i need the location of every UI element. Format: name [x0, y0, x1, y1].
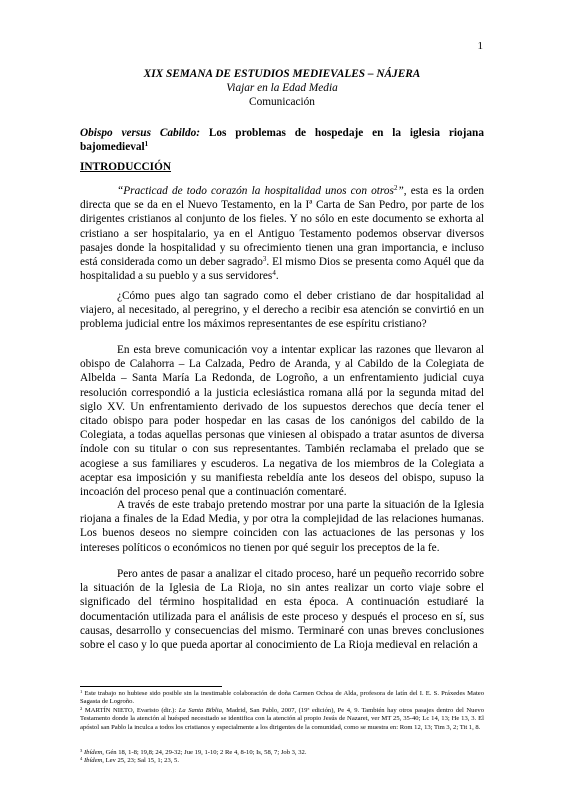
footnote-4-text: , Lev 25, 23; Sal 15, 1; 23, 5. — [102, 757, 180, 764]
footnote-1 — [80, 690, 484, 707]
paragraph-2-text: ¿Cómo pues algo tan sagrado como el deber cristiano de dar hospitalidad al viajero, al necesitado, al peregrino, y el derecho a recibir esa atención se convirtió en un problema judicial entre los máximos representantes de ese espíritu cristiano? — [80, 290, 484, 331]
footnote-1-text: Este trabajo no hubiese sido posible sin la inestimable colaboración de doña Carmen Ochoa de Alda, profesora de latín del I. E. S. Práxedes Mateo Sagasta de Logroño. — [80, 690, 484, 706]
paragraph-1-text-b: . El mismo Dios se presenta como Aquél que da hospitalidad a su pueblo y a sus servidores — [80, 256, 485, 283]
footnote-3-text: , Gén 18, 1-8; 19,8; 24, 29-32; Jue 19, 1-10; 2 Re 4, 8-10; Is, 58, 7; Job 3, 32. — [102, 749, 307, 756]
title-rest: Los problemas de hospedaje en la iglesia riojana bajomedieval — [80, 127, 484, 153]
footnote-2-mark: 2 — [80, 706, 83, 711]
paragraph-5-text: Pero antes de pasar a analizar el citado proceso, haré un pequeño recorrido sobre la situación de la Iglesia de La Rioja, no sin antes realizar un corto viaje sobre el significado del término hospitalidad en esta época. A continuación estudiaré la documentación utilizada para el análisis de este proceso y después el proceso en sí, sus causas, desarrollo y consecuencias del mismo. Terminaré con unas breves conclusiones sobre el caso y lo que pueda aportar al conocimiento de La Rioja medieval en relación a — [80, 568, 484, 652]
title-italic-part: Obispo versus Cabildo: — [80, 127, 201, 139]
footnote-3-mark: 3 — [80, 748, 83, 753]
footnote-1-mark: 1 — [80, 689, 83, 694]
paragraph-1-text-a: , esta es la orden directa que se da en el Nuevo Testamento, en la Iª Carta de San Pedro, por parte de los dirigentes cristianos al conjunto de los fieles. Y no sólo en este documento se exhorta al cristiano a ser hospitalario, ya en el Antiguo Testamento podemos observar diversos pasajes donde la hospitalidad y su ofrecimiento tienen una gran importancia, e incluso está considerada como un deber sagrado — [80, 185, 485, 269]
footnote-ref-3: 3 — [262, 255, 267, 264]
footnote-2-text-a: MARTÍN NIETO, Evaristo (dir.): — [82, 707, 179, 714]
bible-quote: “Practicad de todo corazón la hospitalidad unos con otros — [117, 185, 394, 197]
paragraph-4-text: A través de este trabajo pretendo mostrar por una parte la situación de la Iglesia riojana a finales de la Edad Media, y por otra la complejidad de las relaciones humanas. Los buenos deseos no siempre coinciden con las actuaciones de las personas y los intereses políticos o económicos no tienen por qué seguir los preceptos de la fe. — [80, 499, 484, 554]
paragraph-2 — [80, 289, 484, 332]
footnote-divider — [80, 686, 222, 687]
footnote-2-book-title: La Santa Biblia — [178, 707, 222, 714]
paragraph-1-text-c: . — [275, 270, 279, 283]
paragraph-1 — [80, 184, 484, 283]
footnote-2-text-b: , Madrid, San Pablo, 2007, (19ª edición), Pe 4, 9. También hay otros pasajes dentro del Nuevo Testamento donde la atención al huésped necesitado se identifica con la atención al propio Jesús de Nazaret, ver MT 25, 35-40; Lc 14, 13; He 13, 3. El apóstol san Pablo la inculca a todos los cristianos y especialmente a los dirigentes de la comunidad, como se muestra en: Rom 12, 13; Tim 3, 2; Tit 1, 8. — [80, 707, 485, 731]
paragraph-4 — [80, 498, 484, 555]
header-event-title: XIX SEMANA DE ESTUDIOS MEDIEVALES – NÁJERA — [143, 68, 421, 80]
footnote-2 — [80, 707, 484, 732]
footnote-4 — [80, 757, 484, 765]
paragraph-5 — [80, 567, 484, 652]
quote-close: ” — [397, 185, 404, 197]
page-number: 1 — [477, 40, 483, 52]
header-type: Comunicación — [249, 96, 315, 108]
footnote-ref-4: 4 — [272, 269, 276, 278]
footnote-4-mark: 4 — [80, 756, 83, 761]
document-header — [80, 67, 484, 109]
footnote-3-ibidem: Ibídem — [82, 749, 103, 756]
footnote-4-ibidem: Ibídem — [82, 757, 103, 764]
paragraph-3 — [80, 343, 484, 499]
footnote-ref-2: 2 — [393, 184, 398, 192]
footnote-ref-1: 1 — [144, 140, 149, 148]
header-theme: Viajar en la Edad Media — [226, 82, 338, 94]
section-heading: INTRODUCCIÓN — [80, 161, 172, 173]
paragraph-3-text: En esta breve comunicación voy a intentar explicar las razones que llevaron al obispo de Calahorra – La Calzada, Pedro de Aranda, y al Cabildo de la Colegiata de Albelda – Santa María La Redonda, de Logroño, a un enfrentamiento judicial cuya resolución correspondió a la justicia eclesiástica romana allá por la segunda mitad del siglo XV. Un enfrentamiento derivado de los supuestos derechos que decía tener el citado obispo para poder hospedar en las casas de los canónigos del cabildo de la Colegiata, a todas aquellas personas que viniesen al obispado a tratar asuntos de diversa índole con su titular o con sus representantes. También reclamaba el prelado que se acogiese a sus familiares y escuderos. La negativa de los miembros de la Colegiata a aceptar esa imposición y su manifiesta rebeldía ante los deseos del obispo, supuso la incoación del proceso penal que a continuación comentaré. — [80, 344, 484, 499]
paper-title — [80, 126, 484, 154]
